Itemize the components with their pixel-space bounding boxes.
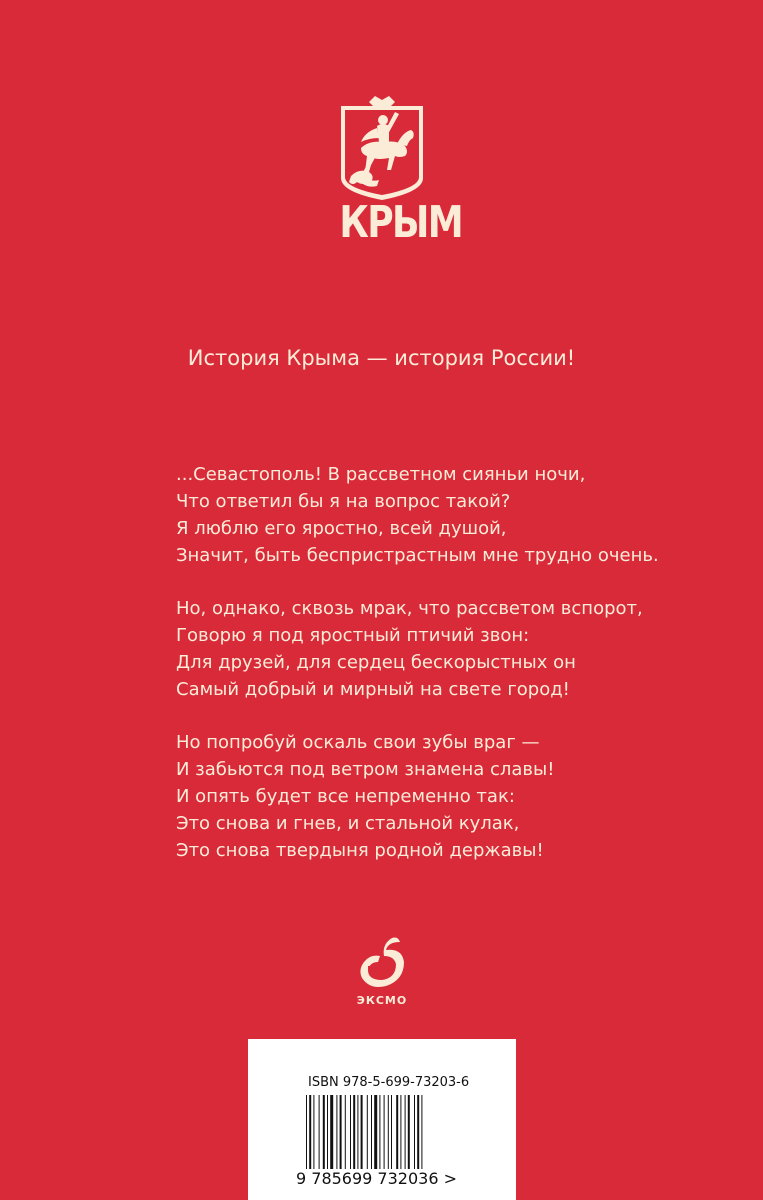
poem-line: Я люблю его яростно, всей душой, [176, 518, 507, 539]
isbn-text: ISBN 978-5-699-73203-6 [308, 1075, 470, 1090]
poem-line: Говорю я под яростный птичий звон: [176, 625, 530, 646]
eksmo-e-logo-icon [358, 936, 406, 990]
barcode-digits: 9 785699 732036 > [296, 1169, 457, 1188]
poem-line: Самый добрый и мирный на свете город! [176, 679, 570, 700]
series-title: КРЫМ [339, 197, 463, 248]
poem-stanza [176, 461, 736, 569]
poem-stanza [176, 595, 736, 703]
poem-line: ...Севастополь! В рассветном сияньи ночи, [176, 464, 586, 485]
poem-line: Это снова твердыня родной державы! [176, 840, 544, 861]
barcode-panel [248, 1039, 516, 1200]
poem-line: Для друзей, для сердец бескорыстных он [176, 652, 576, 673]
publisher-name: ЭКСМО [356, 994, 408, 1007]
poem-line: Значит, быть беспристрастным мне трудно очень. [176, 545, 659, 566]
poem-line: И забьются под ветром знамена славы! [176, 759, 555, 780]
poem-line: И опять будет все непременно так: [176, 786, 515, 807]
saint-george-horseman-crest-icon [339, 96, 425, 200]
poem-line: Но, однако, сквозь мрак, что рассветом вспорот, [176, 598, 643, 619]
poem-stanza [176, 729, 736, 864]
poem-line: Это снова и гнев, и стальной кулак, [176, 813, 520, 834]
poem [176, 461, 736, 890]
poem-line: Что ответил бы я на вопрос такой? [176, 491, 511, 512]
poem-line: Но попробуй оскаль свои зубы враг — [176, 732, 540, 753]
tagline: История Крыма — история России! [187, 346, 576, 370]
